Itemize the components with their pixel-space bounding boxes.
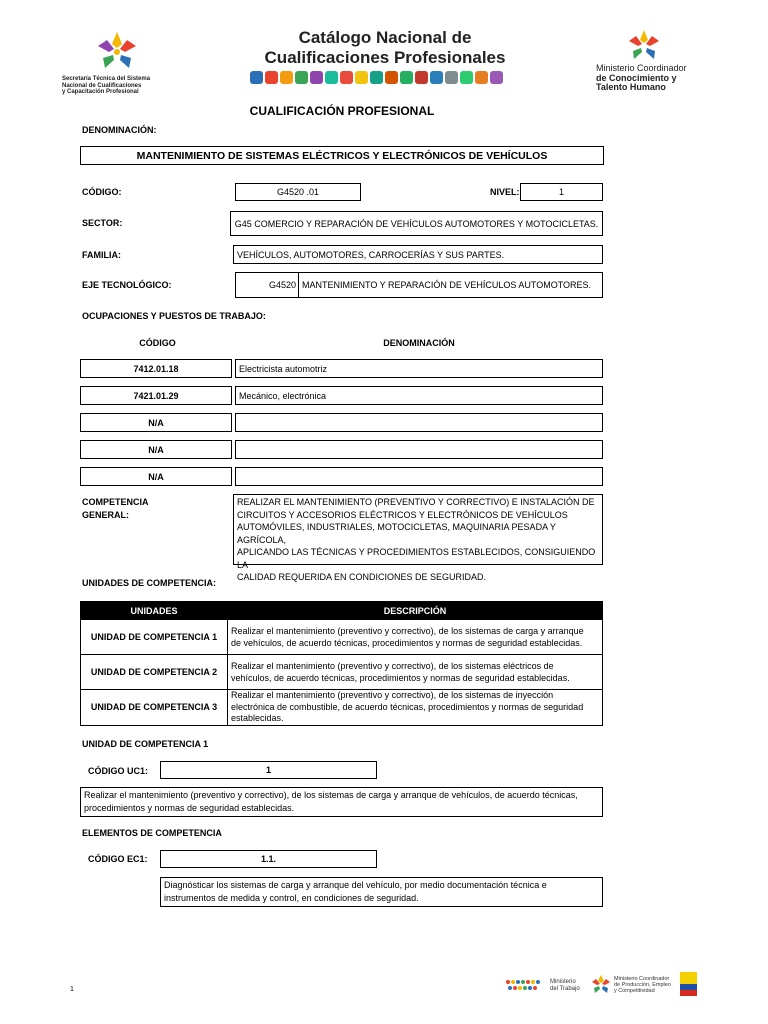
codigo-value: G4520 .01 [235, 183, 361, 201]
units-table [80, 601, 603, 726]
category-icon [310, 71, 323, 84]
codigo-label: CÓDIGO: [82, 187, 122, 197]
unit-name: UNIDAD DE COMPETENCIA 1 [81, 620, 228, 655]
uc1-code-value: 1 [160, 761, 377, 779]
mcpec-logo-icon [590, 974, 612, 996]
page-number: 1 [70, 986, 74, 993]
nivel-value: 1 [520, 183, 603, 201]
occupation-name: Electricista automotriz [235, 359, 603, 378]
occupation-code: N/A [80, 413, 232, 432]
ecuador-flag-icon [680, 972, 697, 996]
sector-value: G45 COMERCIO Y REPARACIÓN DE VEHÍCULOS AUTOMOTORES Y MOTOCICLETAS. [230, 211, 603, 236]
uc1-description [80, 787, 603, 817]
eje-value: MANTENIMIENTO Y REPARACIÓN DE VEHÍCULOS AUTOMOTORES. [302, 280, 592, 290]
uc1-desc-line: Realizar el mantenimiento (preventivo y correctivo), de los sistemas de carga y arranque de vehículos, de acuerdo técnicas, [84, 790, 578, 800]
unidades-label: UNIDADES DE COMPETENCIA: [82, 578, 217, 588]
category-icon [355, 71, 368, 84]
familia-label: FAMILIA: [82, 250, 121, 260]
competencia-general-box [233, 494, 603, 582]
occupation-code: N/A [80, 467, 232, 486]
occupation-name: Mecánico, electrónica [235, 386, 603, 405]
table-row [81, 690, 603, 726]
mcpec-line2: de Producción, Empleo [614, 982, 671, 988]
mt-line2: del Trabajo [550, 985, 580, 992]
occupation-code: 7421.01.29 [80, 386, 232, 405]
category-icon [295, 71, 308, 84]
unit-desc-line: vehículos, de acuerdo técnicas, procedimientos y normas de seguridad establecidas. [231, 673, 570, 683]
right-org-line1: Ministerio Coordinador [596, 63, 687, 73]
category-icon [385, 71, 398, 84]
unit-desc-line: Realizar el mantenimiento (preventivo y correctivo), de los sistemas eléctricos de [231, 661, 554, 671]
category-icon [325, 71, 338, 84]
ministerio-logo-icon [624, 28, 664, 64]
ec1-code-value: 1.1. [160, 850, 377, 868]
denominacion-label: DENOMINACIÓN: [82, 125, 157, 135]
uc1-desc-line: procedimientos y normas de seguridad establecidas. [84, 802, 295, 813]
competencia-label-1: COMPETENCIA [82, 497, 149, 507]
right-org-line3: Talento Humano [596, 82, 666, 92]
unit-desc-line: electrónica de combustible, de acuerdo técnicas, procedimientos y normas de seguridad [231, 701, 584, 712]
competencia-line: AUTOMÓVILES, INDUSTRIALES, MOTOCICLETAS, MAQUINARIA PESADA Y AGRÍCOLA, [237, 522, 556, 545]
category-icon [280, 71, 293, 84]
unit-desc-line: Realizar el mantenimiento (preventivo y correctivo), de los sistemas de inyección [231, 690, 554, 700]
uc-header-units: UNIDADES [81, 602, 228, 620]
uc-header-desc: DESCRIPCIÓN [228, 602, 603, 620]
uc1-section-label: UNIDAD DE COMPETENCIA 1 [82, 739, 209, 749]
denominacion-value: MANTENIMIENTO DE SISTEMAS ELÉCTRICOS Y ELECTRÓNICOS DE VEHÍCULOS [80, 146, 604, 165]
mt-line1: Ministerio [550, 979, 576, 985]
occupation-code: 7412.01.18 [80, 359, 232, 378]
unit-description [228, 655, 603, 690]
occupation-code: N/A [80, 440, 232, 459]
elementos-label: ELEMENTOS DE COMPETENCIA [82, 828, 222, 838]
category-icon [370, 71, 383, 84]
ministerio-trabajo-logo-icon [505, 978, 545, 992]
left-org-line: Secretaría Técnica del Sistema [62, 76, 151, 82]
unit-description [228, 620, 603, 655]
catalog-title-line1: Catálogo Nacional de [298, 28, 472, 47]
left-org-line: Nacional de Cualificaciones [62, 82, 142, 89]
occupation-name [235, 440, 603, 459]
category-icon [490, 71, 503, 84]
catalog-title-line2: Cualificaciones Profesionales [264, 48, 506, 67]
category-icon [430, 71, 443, 84]
table-row [81, 655, 603, 690]
unit-name: UNIDAD DE COMPETENCIA 3 [81, 690, 228, 726]
category-icons-row [250, 71, 530, 89]
eje-label: EJE TECNOLÓGICO: [82, 280, 172, 290]
ec1-desc-line: instrumentos de medida y control, en condiciones de seguridad. [164, 892, 419, 903]
ocupaciones-label: OCUPACIONES Y PUESTOS DE TRABAJO: [82, 311, 266, 321]
ec1-code-label: CÓDIGO EC1: [88, 854, 148, 864]
unit-desc-line: de vehículos, de acuerdo técnicas, procedimientos y normas de seguridad establecidas. [231, 638, 583, 648]
doc-title: CUALIFICACIÓN PROFESIONAL [249, 104, 435, 118]
ec1-description [160, 877, 603, 907]
competencia-label [82, 496, 149, 522]
familia-value: VEHÍCULOS, AUTOMOTORES, CARROCERÍAS Y SUS PARTES. [233, 245, 603, 264]
category-icon [400, 71, 413, 84]
left-org-line: y Capacitación Profesional [62, 89, 139, 95]
mcpec-line1: Ministerio Coordinador [614, 976, 670, 982]
right-org-line2: de Conocimiento y [596, 72, 677, 83]
sector-label: SECTOR: [82, 218, 123, 228]
category-icon [460, 71, 473, 84]
secretaria-logo-icon [92, 30, 142, 74]
table-row [81, 620, 603, 655]
category-icon [445, 71, 458, 84]
occ-header-denom: DENOMINACIÓN [383, 338, 455, 348]
unit-desc-line: Realizar el mantenimiento (preventivo y correctivo), de los sistemas de carga y arranque [231, 626, 584, 636]
competencia-label-2: GENERAL: [82, 510, 129, 520]
competencia-line: CALIDAD REQUERIDA EN CONDICIONES DE SEGURIDAD. [237, 572, 487, 582]
eje-box [235, 272, 603, 298]
competencia-line: CIRCUITOS Y ACCESORIOS ELÉCTRICOS Y ELECTRÓNICOS DE VEHÍCULOS [237, 509, 568, 520]
unit-name: UNIDAD DE COMPETENCIA 2 [81, 655, 228, 690]
nivel-label: NIVEL: [490, 187, 520, 197]
unit-desc-line: establecidas. [231, 713, 284, 723]
category-icon [340, 71, 353, 84]
uc1-code-label: CÓDIGO UC1: [88, 766, 149, 776]
category-icon [265, 71, 278, 84]
unit-description [228, 690, 603, 726]
competencia-line: REALIZAR EL MANTENIMIENTO (PREVENTIVO Y CORRECTIVO) E INSTALACIÓN DE [237, 497, 595, 507]
category-icon [475, 71, 488, 84]
competencia-line: APLICANDO LAS TÉCNICAS Y PROCEDIMIENTOS ESTABLECIDOS, CONSIGUIENDO LA [237, 547, 596, 570]
mcpec-line3: y Competitividad [614, 988, 655, 994]
category-icon [250, 71, 263, 84]
ec1-desc-line: Diagnósticar los sistemas de carga y arranque del vehículo, por medio documentación técnica e [164, 880, 547, 890]
category-icon [415, 71, 428, 84]
occupation-name [235, 413, 603, 432]
eje-code: G4520 [236, 273, 299, 297]
occupation-name [235, 467, 603, 486]
occ-header-code: CÓDIGO [139, 338, 176, 348]
